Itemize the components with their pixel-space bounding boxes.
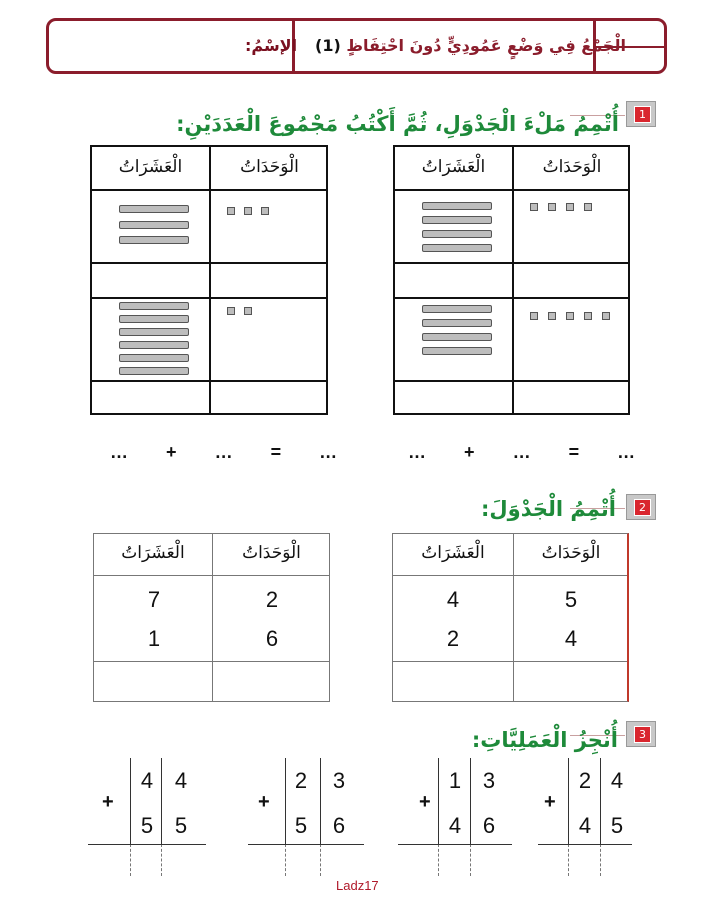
ten-rod: [422, 244, 492, 252]
units-digit: 4: [610, 768, 624, 793]
exercise-number: 1: [634, 106, 651, 123]
units-digit: 6: [265, 626, 279, 651]
tens-digit: 5: [294, 813, 308, 838]
sum-line: [248, 844, 364, 845]
blank-dots: …: [214, 442, 233, 462]
header-frame: [46, 18, 667, 74]
units-digit: 6: [482, 813, 496, 838]
units-digit: 3: [482, 768, 496, 793]
col-tens-header: الْعَشَرَاتُ: [121, 543, 185, 563]
units-digit: 4: [174, 768, 188, 793]
ten-rod: [119, 221, 189, 229]
plus-sign: +: [102, 791, 114, 813]
units-digit: 5: [564, 587, 578, 612]
col-tens-header: الْعَشَرَاتُ: [421, 157, 486, 177]
ten-rod: [119, 341, 189, 349]
blank-dots: …: [110, 442, 128, 462]
exercise-badge: [626, 494, 656, 520]
unit-cube: [566, 203, 574, 211]
col-tens-header: الْعَشَرَاتُ: [118, 157, 183, 177]
unit-cube: [261, 207, 269, 215]
plus-sign: +: [419, 791, 431, 813]
lesson-number: (1): [315, 36, 341, 55]
ten-rod: [119, 236, 189, 244]
ten-rod: [422, 216, 492, 224]
units-digit: 2: [265, 587, 279, 612]
ten-rod: [119, 315, 189, 323]
exercise-3-instruction: أُنْجِزُ الْعَمَلِيَّاتِ:: [471, 728, 618, 752]
col-units-header: الْوَحَدَاتُ: [541, 543, 601, 563]
vertical-addition: [538, 758, 638, 878]
name-label: الإسْمُ:: [245, 36, 298, 55]
ten-rod: [422, 202, 492, 210]
unit-cube: [548, 312, 556, 320]
exercise-badge: [626, 101, 656, 127]
vertical-addition: [88, 758, 208, 878]
tens-digit: 4: [446, 587, 460, 612]
unit-cube: [584, 203, 592, 211]
unit-cube: [566, 312, 574, 320]
lesson-title-text: الْجَمْعُ فِي وَضْعٍ عَمُودِيٍّ دُونَ احْتِفَاظٍ: [346, 36, 626, 55]
vertical-addition: [248, 758, 368, 878]
tens-digit: 4: [140, 768, 154, 793]
plus-sign: +: [166, 442, 177, 462]
ten-rod: [119, 302, 189, 310]
equals-sign: =: [270, 442, 282, 462]
unit-cube: [602, 312, 610, 320]
equation-left: [110, 442, 337, 463]
unit-cube: [584, 312, 592, 320]
unit-cube: [548, 203, 556, 211]
unit-cube: [530, 203, 538, 211]
unit-cube: [530, 312, 538, 320]
exercise-1-instruction: أُتْمِمُ مَلْءَ الْجَدْوَلِ، ثُمَّ أَكْتُبُ مَجْمُوعَ الْعَدَدَيْنِ:: [176, 112, 619, 136]
footer-credit: Ladz17: [336, 878, 379, 893]
ten-rod: [119, 205, 189, 213]
sum-line: [398, 844, 512, 845]
sum-line: [88, 844, 206, 845]
exercise-2-instruction: أُتْمِمُ الْجَدْوَلَ:: [481, 497, 616, 521]
ex2-table-left: [93, 533, 330, 702]
ten-rod: [119, 328, 189, 336]
exercise-number: 3: [634, 726, 651, 743]
units-digit: 4: [564, 626, 578, 651]
lesson-title: [315, 36, 626, 55]
ten-rod: [422, 230, 492, 238]
exercise-badge: [626, 721, 656, 747]
tens-digit: 7: [147, 587, 161, 612]
equation-right: [408, 442, 635, 463]
plus-sign: +: [544, 791, 556, 813]
tens-digit: 1: [147, 626, 161, 651]
plus-sign: +: [258, 791, 270, 813]
tens-digit: 5: [140, 813, 154, 838]
col-units-header: الْوَحَدَاتُ: [242, 543, 301, 563]
tens-digit: 2: [578, 768, 592, 793]
ten-rod: [119, 354, 189, 362]
tens-digit: 4: [448, 813, 462, 838]
equals-sign: =: [568, 442, 580, 462]
unit-cube: [227, 307, 235, 315]
ten-rod: [422, 319, 492, 327]
tens-digit: 4: [578, 813, 592, 838]
ten-rod: [422, 305, 492, 313]
unit-cube: [227, 207, 235, 215]
ten-rod: [119, 367, 189, 375]
unit-cube: [244, 307, 252, 315]
units-digit: 5: [610, 813, 624, 838]
ex1-table-right: [393, 145, 630, 415]
units-digit: 3: [332, 768, 346, 793]
tens-digit: 1: [448, 768, 462, 793]
blank-dots: …: [617, 442, 636, 462]
plus-sign: +: [464, 442, 475, 462]
col-tens-header: الْعَشَرَاتُ: [421, 543, 485, 563]
blank-dots: …: [512, 442, 531, 462]
ex1-table-left: [90, 145, 328, 415]
col-units-header: الْوَحَدَاتُ: [240, 157, 299, 177]
blank-dots: …: [319, 442, 338, 462]
tens-digit: 2: [294, 768, 308, 793]
units-digit: 5: [174, 813, 188, 838]
tens-digit: 2: [446, 626, 460, 651]
ex2-table-right: [392, 533, 629, 702]
col-units-header: الْوَحَدَاتُ: [542, 157, 602, 177]
sum-line: [538, 844, 632, 845]
unit-cube: [244, 207, 252, 215]
vertical-addition: [398, 758, 518, 878]
ten-rod: [422, 333, 492, 341]
units-digit: 6: [332, 813, 346, 838]
exercise-number: 2: [634, 499, 651, 516]
blank-dots: …: [408, 442, 426, 462]
ten-rod: [422, 347, 492, 355]
